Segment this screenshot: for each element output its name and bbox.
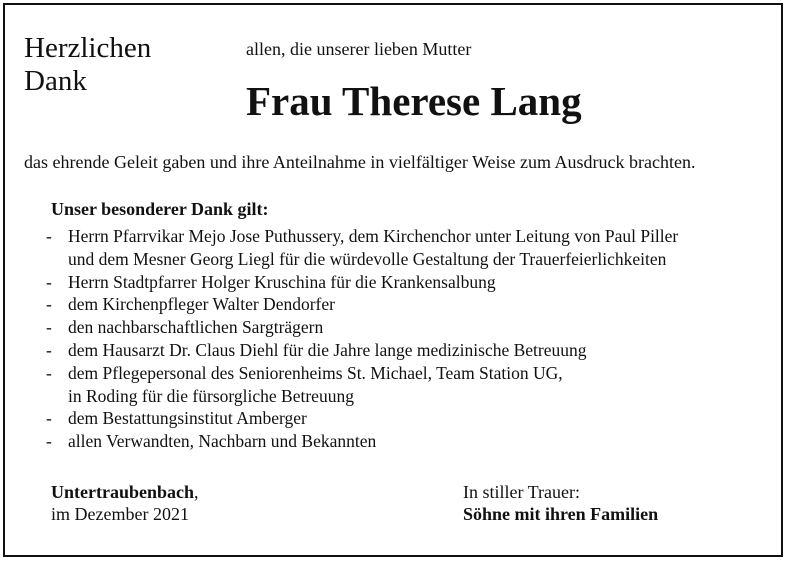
list-dash: -: [46, 339, 52, 360]
list-dash: -: [46, 226, 52, 246]
list-item: [46, 362, 678, 408]
list-dash: -: [46, 317, 52, 338]
list-item-text: dem Bestattungsinstitut Amberger: [68, 408, 307, 429]
list-item: [46, 407, 678, 430]
list-item-text: allen Verwandten, Nachbarn und Bekannten: [68, 431, 377, 452]
list-item-text: dem Pflegepersonal des Seniorenheims St. Michael, Team Station UG,: [68, 362, 563, 383]
list-item-text: Herrn Stadtpfarrer Holger Kruschina für die Krankensalbung: [68, 271, 496, 292]
intro-text: allen, die unserer lieben Mutter: [246, 39, 472, 59]
thanks-list: [46, 225, 678, 453]
signature: Söhne mit ihren Familien: [463, 504, 659, 524]
list-dash: -: [46, 294, 52, 315]
place: [51, 481, 199, 503]
list-dash: -: [46, 271, 52, 292]
thanks-heading: Unser besonderer Dank gilt:: [51, 199, 269, 219]
list-item-text: Herrn Pfarrvikar Mejo Jose Puthussery, dem Kirchenchor unter Leitung von Paul Piller: [68, 226, 679, 246]
list-item-text-continued: in Roding für die fürsorgliche Betreuung: [68, 385, 354, 406]
list-item-text: den nachbarschaftlichen Sargträgern: [68, 317, 324, 338]
list-item: [46, 339, 678, 362]
list-item: [46, 316, 678, 339]
list-dash: -: [46, 431, 52, 452]
list-item: [46, 225, 678, 271]
mourning-label: In stiller Trauer:: [463, 482, 580, 502]
list-dash: -: [46, 408, 52, 429]
list-item-text: dem Kirchenpfleger Walter Dendorfer: [68, 294, 335, 315]
list-item-text-continued: und dem Mesner Georg Liegl für die würdevolle Gestaltung der Trauerfeierlichkeiten: [68, 248, 667, 269]
title-line-1: Herzlichen: [24, 32, 152, 64]
list-item: [46, 271, 678, 294]
date: im Dezember 2021: [51, 504, 189, 524]
list-item: [46, 293, 678, 316]
thanks-sentence: das ehrende Geleit gaben und ihre Anteilnahme in vielfältiger Weise zum Ausdruck brachten.: [24, 152, 696, 172]
list-item-text: dem Hausarzt Dr. Claus Diehl für die Jahre lange medizinische Betreuung: [68, 339, 587, 360]
list-dash: -: [46, 362, 52, 383]
title-line-2: Dank: [24, 65, 87, 97]
list-item: [46, 430, 678, 453]
deceased-name: Frau Therese Lang: [246, 78, 582, 124]
place-name: Untertraubenbach: [51, 482, 194, 502]
place-comma: ,: [194, 482, 199, 502]
